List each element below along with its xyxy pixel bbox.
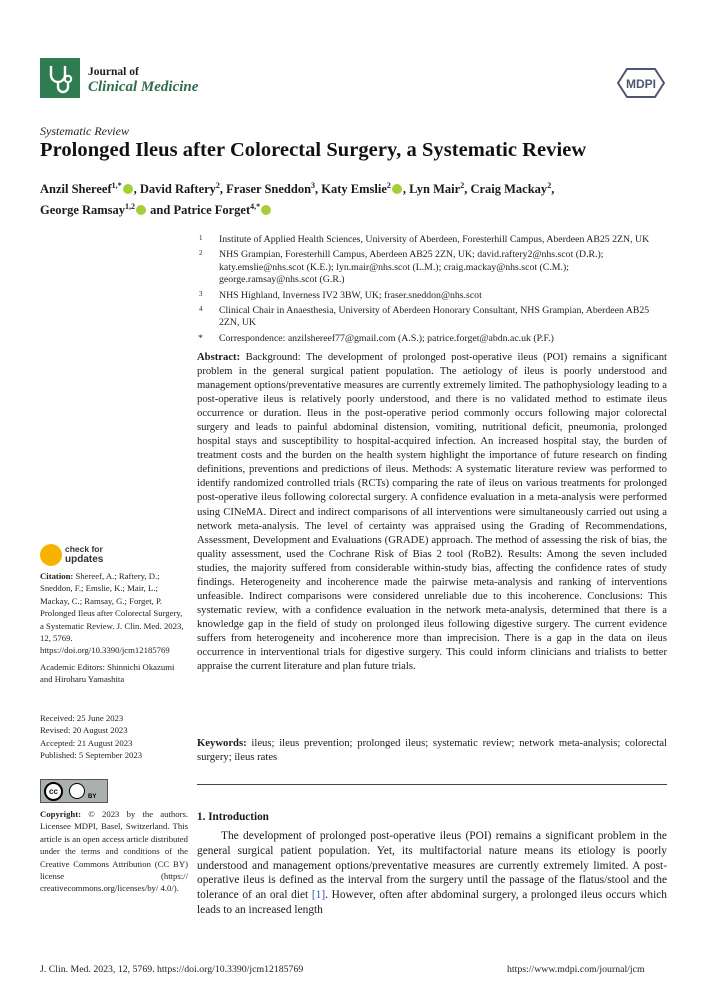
- copyright-block: [40, 808, 188, 895]
- abstract: [197, 351, 667, 674]
- introduction-paragraph: [197, 829, 667, 918]
- academic-editors: [40, 661, 188, 686]
- affiliation-text: Institute of Applied Health Sciences, University of Aberdeen, Foresterhill Campus, Aberdeen AB25 2ZN, UK: [219, 234, 650, 245]
- affiliation-text: NHS Grampian, Foresterhill Campus, Aberdeen AB25 2ZN, UK; david.raftery2@nhs.scot (D.R.); katy.emslie@nhs.scot (K.E.); lyn.mair@nhs.scot (L.M.); craig.mackay@nhs.scot (C.M.); george.ramsay@nhs.scot (G.R.): [219, 249, 604, 286]
- author-name[interactable]: Katy Emslie: [321, 182, 387, 196]
- author-affiliation-sup: 2: [386, 181, 391, 190]
- editors-text: Shinnichi Okazumi and Hiroharu Yamashita: [40, 662, 175, 685]
- cc-icon: cc: [44, 782, 63, 801]
- page-title: Prolonged Ileus after Colorectal Surgery, a Systematic Review: [40, 139, 587, 161]
- author-affiliation-sup: 1,2: [125, 202, 136, 211]
- author-name[interactable]: Anzil Shereef: [40, 182, 112, 196]
- check-updates-icon: [40, 544, 62, 566]
- affiliations: [197, 234, 667, 345]
- publication-dates: [40, 712, 188, 762]
- affiliation-number: 3: [199, 289, 203, 298]
- author-affiliation-sup: 2: [547, 181, 552, 190]
- affiliation-item: [197, 305, 667, 330]
- by-person-icon: [69, 783, 85, 799]
- intro-text-part2: . However, often after abdominal surgery, a prolonged ileus occurs which leads to an increased length: [197, 889, 667, 916]
- orcid-icon[interactable]: [123, 184, 133, 194]
- section-divider: [197, 784, 667, 785]
- date-received: Received: 25 June 2023: [40, 713, 124, 723]
- correspondence-mark: *: [198, 332, 203, 344]
- check-updates-line1: check for: [65, 544, 103, 554]
- author-affiliation-sup: 3: [311, 181, 316, 190]
- keywords-text: ileus; ileus prevention; prolonged ileus; systematic review; network meta-analysis; colorectal surgery; ileus rates: [197, 738, 667, 764]
- orcid-icon[interactable]: [261, 205, 271, 215]
- check-updates-line2: updates: [65, 554, 104, 565]
- copyright-label: Copyright:: [40, 809, 82, 819]
- author-affiliation-sup: 4,*: [250, 202, 261, 211]
- cc-by-license-icon[interactable]: [40, 779, 108, 803]
- intro-text-part1: The development of prolonged post-operative ileus (POI) remains a significant problem in the general surgical patient population. Yet, its multifactorial nature means its etiology is poorly understood and management options/preventative measures are currently extremely limited. A post-operative ileus is defined as the interval from the surgery until the passage of the flatus/stool and the tolerance of an oral diet: [197, 830, 667, 902]
- footer-citation: J. Clin. Med. 2023, 12, 5769. https://doi.org/10.3390/jcm12185769: [40, 964, 304, 975]
- affiliation-text: Clinical Chair in Anaesthesia, University of Aberdeen Honorary Consultant, NHS Grampian, Aberdeen AB25 2ZN, UK: [219, 305, 650, 329]
- check-for-updates-button[interactable]: [40, 544, 120, 568]
- keywords-label: Keywords:: [197, 738, 247, 749]
- keywords: [197, 737, 667, 765]
- article-type: Systematic Review: [40, 124, 129, 138]
- citation-text: Shereef, A.; Raftery, D.; Sneddon, F.; Emslie, K.; Mair, L.; Mackay, C.; Ramsay, G.; Forget, P. Prolonged Ileus after Colorectal Surgery, a Systematic Review. J. Clin. Med. 2023, 12, 5769. https://doi.org/10.3390/jcm12185769: [40, 571, 184, 656]
- affiliation-item: [197, 249, 667, 286]
- author-list: Anzil Shereef$^{1,*}$ , David Raftery$^2$, Fraser Sneddon$^3$, Katy Emslie$^2$ , Lyn Mair$^2$, Craig Mackay$^2$, George Ramsay$^{1,2}$ and Patrice Forget$^{4,*}$: [40, 181, 555, 217]
- date-published: Published: 5 September 2023: [40, 750, 143, 761]
- affiliation-item: [197, 290, 667, 302]
- orcid-icon[interactable]: [392, 184, 402, 194]
- by-label: BY: [88, 794, 97, 800]
- correspondence-text: Correspondence: anzilshereef77@gmail.com (A.S.); patrice.forget@abdn.ac.uk (P.F.): [219, 332, 554, 344]
- correspondence: [197, 333, 667, 345]
- affiliation-number: 1: [199, 234, 203, 242]
- author-name[interactable]: Patrice Forget: [173, 203, 251, 217]
- author-name[interactable]: George Ramsay: [40, 203, 126, 217]
- editors-label: Academic Editors:: [40, 662, 105, 672]
- affiliation-number: 2: [199, 249, 203, 258]
- author-name[interactable]: David Raftery: [139, 182, 216, 196]
- citation-label: Citation:: [40, 571, 74, 581]
- orcid-icon[interactable]: [136, 205, 146, 215]
- journal-name-line1: Journal of: [88, 66, 139, 78]
- footer-journal-url[interactable]: https://www.mdpi.com/journal/jcm: [507, 964, 645, 975]
- abstract-text: Background: The development of prolonged post-operative ileus (POI) remains a significant problem in the general surgical patient population. The aetiology of ileus is poorly understood and management options/preventative measures are currently extremely limited. The pathophysiology leading to a post-operative ileus is relatively poorly understood, and there is no validated method to estimate ileus occurrence or duration. Ileus in the post-operative period commonly occurs following major colorectal surgery and leads to painful abdominal distension, vomiting, nutritional deficit, pneumonia, prolonged hospital stays and susceptibility to hospital-acquired infection. An increased hospital stay, the burden of treatment costs and the burden on the health system highlight the importance of future research on finding definitions, preventions and predictions of ileus. Methods: A systematic literature review was performed to identify randomized controlled trials (RCTs) comparing the rate of ileus on various treatments for prolonged post-operative ileus following colorectal surgery. A confidence evaluation in a meta-analysis were performed using CINeMA. Direct and indirect comparisons of all interventions were simultaneously carried out using a network meta-analysis. The level of certainty was appraised using the Grading of Recommendations, Assessment, Development and Evaluations (GRADE) approach. The method of assessing the risk of bias, the quality assessment, used the Cochrane Risk of Bias 2 tool (RoB2). Results: Among the seven included studies, the majority suffered from considerable within-study bias, affecting the confidence rates of study findings. Heterogeneity and incoherence made the pairwise meta-analysis and ranking of interventions unfeasible. Indirect comparisons were considered unreliable due to this incoherence. Conclusions: This systematic review, with a confidence evaluation in the network meta-analysis, determined that there is a knowledge gap in the field of study on prolonged ileus following digestive surgery. The current evidence suffers from heterogeneity and incoherence more than imprecision. There is a gap in the data on ileus occurrence in interventional trials for digestive surgery. This could inform clinicians and trialists to better appraise the current literature and plan future trials.: [197, 352, 667, 673]
- journal-name: [88, 66, 198, 96]
- publisher-name: MDPI: [626, 77, 656, 91]
- affiliation-text: NHS Highland, Inverness IV2 3BW, UK; fraser.sneddon@nhs.scot: [219, 289, 482, 301]
- affiliation-number: 4: [199, 305, 203, 314]
- affiliation-item: [197, 234, 667, 246]
- abstract-label: Abstract:: [197, 352, 241, 363]
- reference-link[interactable]: [1]: [311, 889, 326, 902]
- authors-conjunction: and: [150, 203, 171, 217]
- date-accepted: Accepted: 21 August 2023: [40, 737, 133, 748]
- author-name[interactable]: Craig Mackay: [470, 182, 548, 196]
- copyright-text: © 2023 by the authors. Licensee MDPI, Basel, Switzerland. This article is an open access article distributed under the terms and conditions of the Creative Commons Attribution (CC BY) license (https:// creativecommons.org/licenses/by/ 4.0/).: [40, 809, 188, 894]
- mdpi-logo-icon[interactable]: [617, 68, 665, 98]
- journal-name-line2: Clinical Medicine: [88, 79, 199, 95]
- author-name[interactable]: Fraser Sneddon: [226, 182, 312, 196]
- author-affiliation-sup: 1,*: [111, 181, 122, 190]
- section-heading-introduction: 1. Introduction: [197, 811, 269, 823]
- author-affiliation-sup: 2: [460, 181, 465, 190]
- author-affiliation-sup: 2: [215, 181, 220, 190]
- author-name[interactable]: Lyn Mair: [409, 182, 461, 196]
- journal-logo-icon: [40, 58, 80, 98]
- citation-block: [40, 570, 188, 657]
- date-revised: Revised: 20 August 2023: [40, 725, 128, 736]
